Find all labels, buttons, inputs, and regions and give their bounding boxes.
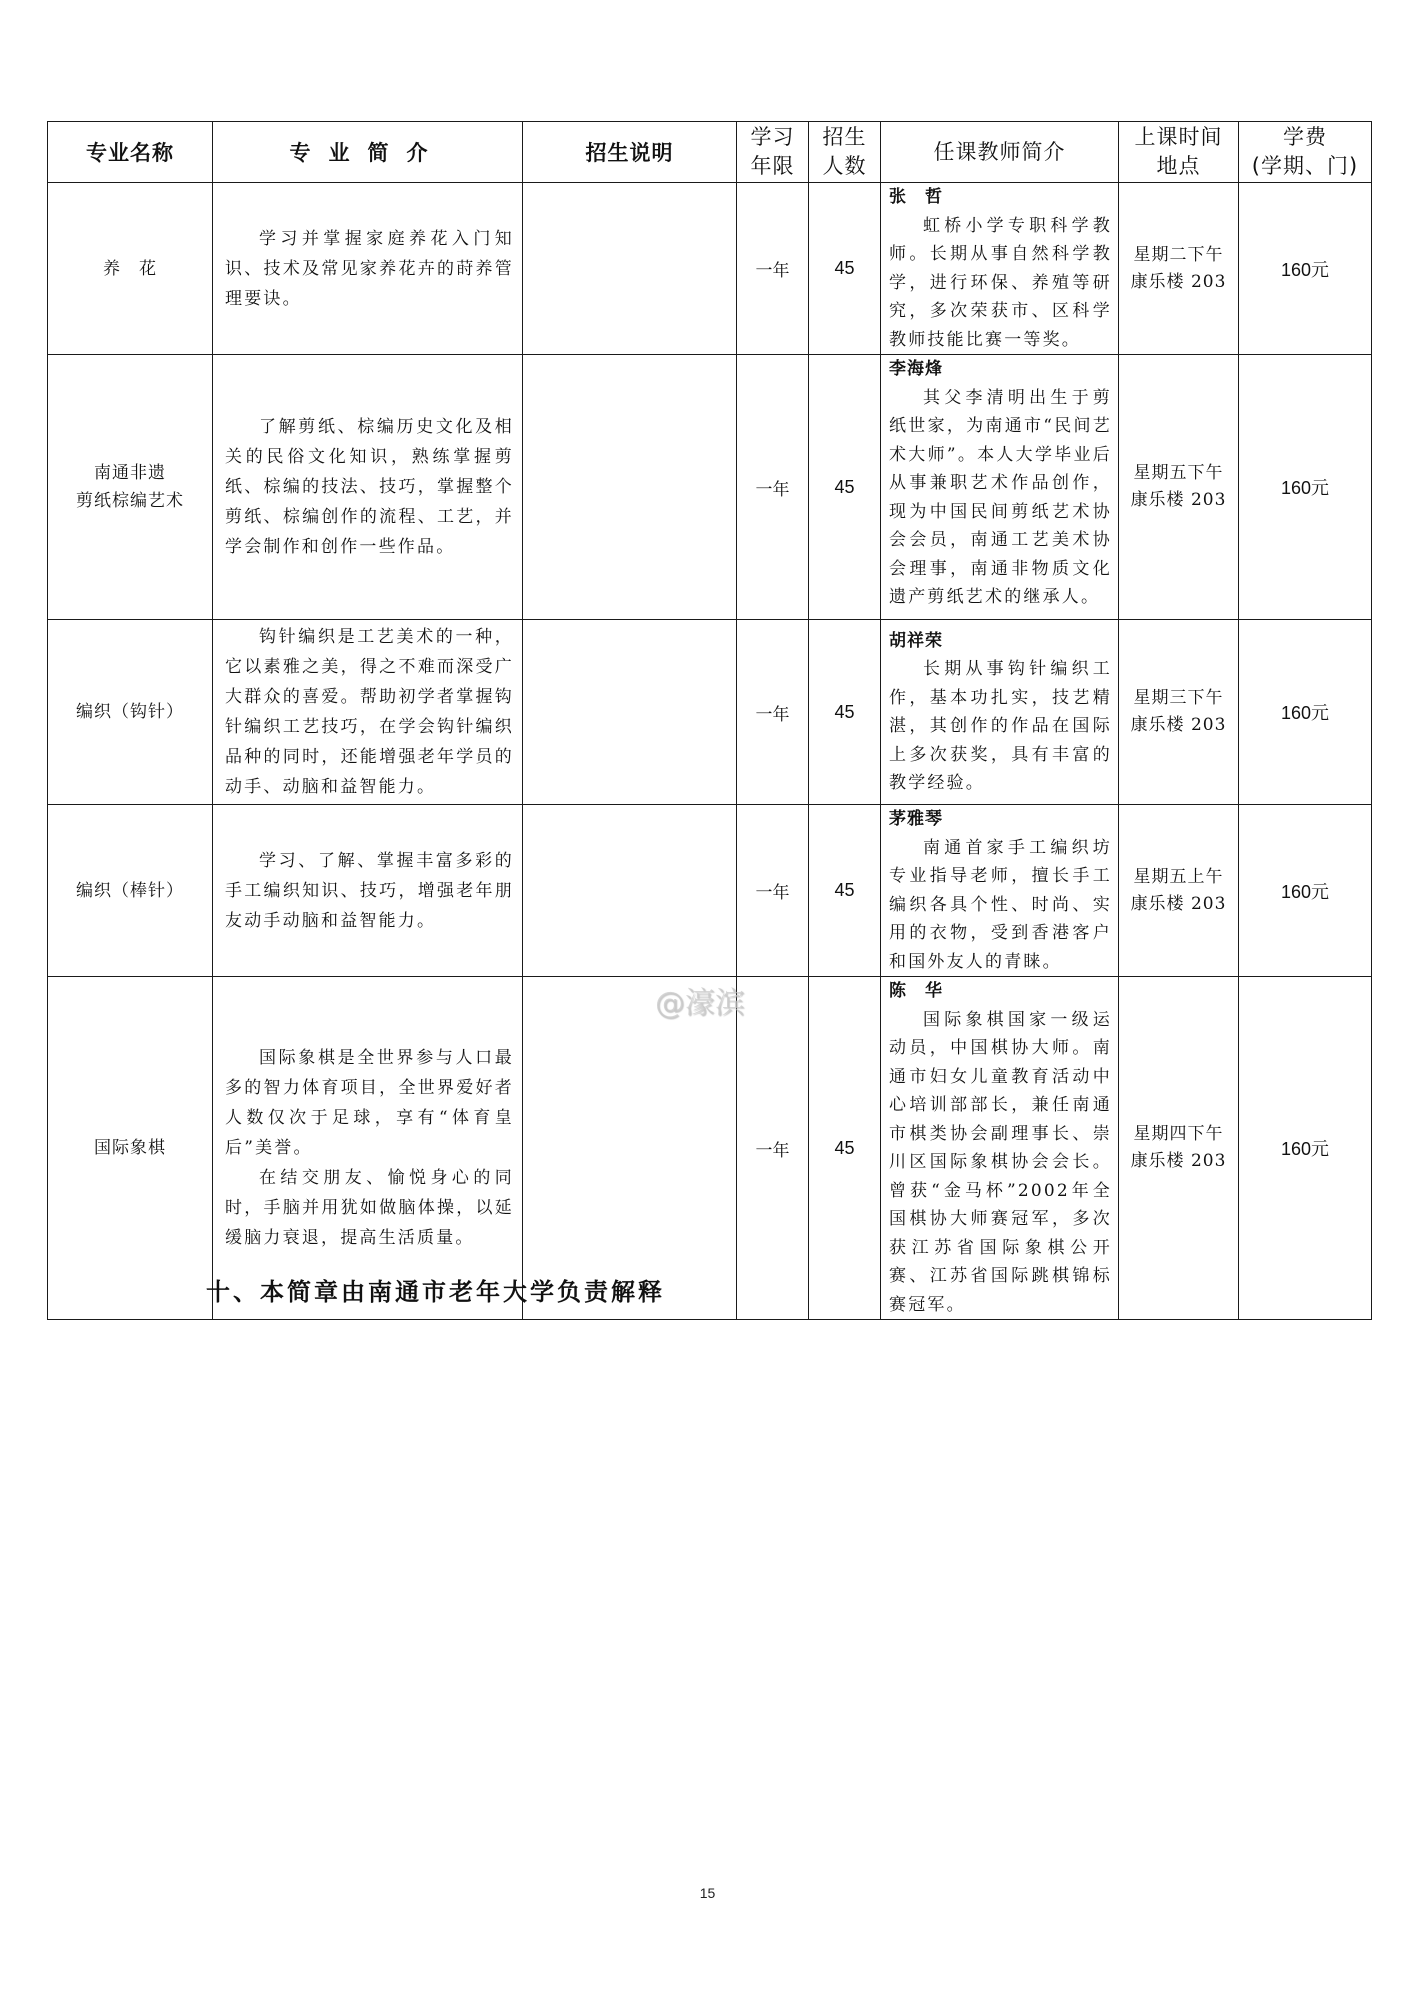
header-years (737, 122, 809, 183)
tuition-fee: 160元 (1239, 977, 1372, 1320)
table-row (48, 355, 1372, 620)
class-location: 康乐楼 203 (1130, 271, 1227, 292)
enrollment-note-cell (523, 183, 737, 355)
course-name-line1: 南通非遗 (94, 463, 166, 483)
class-location: 康乐楼 203 (1130, 715, 1227, 735)
tuition-fee: 160元 (1239, 805, 1372, 977)
course-intro-cell (213, 355, 523, 620)
header-count-line2: 人数 (822, 154, 867, 178)
class-time-cell (1119, 805, 1239, 977)
enrollment-note-cell (523, 805, 737, 977)
header-time-line1: 上课时间 (1134, 125, 1223, 149)
teacher-cell (881, 355, 1119, 620)
enrollment-note-cell (523, 977, 737, 1320)
class-time: 星期三下午 (1133, 688, 1224, 708)
class-time-cell (1119, 620, 1239, 805)
watermark: @濠滨 (655, 986, 745, 1021)
page-number: 15 (699, 1885, 716, 1901)
tuition-fee: 160元 (1239, 183, 1372, 355)
study-years: 一年 (737, 805, 809, 977)
enrollment-count: 45 (809, 183, 881, 355)
header-time (1119, 122, 1239, 183)
teacher-bio: 长期从事钩针编织工作，基本功扎实，技艺精湛，其创作的作品在国际上多次获奖，具有丰富的教学经验。 (889, 659, 1112, 793)
header-time-line2: 地点 (1156, 154, 1201, 178)
course-intro-paragraph: 在结交朋友、愉悦身心的同时，手脑并用犹如做脑体操，以延缓脑力衰退，提高生活质量。 (225, 1168, 514, 1248)
course-name-cell (48, 355, 213, 620)
course-name-cell (48, 805, 213, 977)
course-name-cell (48, 620, 213, 805)
course-intro-cell (213, 805, 523, 977)
class-location: 康乐楼 203 (1130, 893, 1227, 914)
class-time: 星期四下午 (1133, 1124, 1224, 1144)
course-name: 编织（棒针） (76, 880, 184, 901)
course-name-cell (48, 977, 213, 1320)
header-fee (1239, 122, 1372, 183)
enrollment-note-cell (523, 355, 737, 620)
course-intro-paragraph: 学习并掌握家庭养花入门知识、技术及常见家养花卉的莳养管理要诀。 (225, 228, 514, 309)
header-years-line1: 学习 (750, 125, 795, 149)
teacher-cell (881, 183, 1119, 355)
course-name-cell (48, 183, 213, 355)
study-years: 一年 (737, 620, 809, 805)
tuition-fee: 160元 (1239, 620, 1372, 805)
enrollment-count: 45 (809, 805, 881, 977)
header-fee-line1: 学费 (1283, 125, 1327, 149)
course-intro-cell (213, 977, 523, 1320)
tuition-fee: 160元 (1239, 355, 1372, 620)
header-count-line1: 招生 (822, 125, 867, 149)
course-name: 编织（钩针） (76, 702, 184, 722)
course-name: 养 花 (103, 258, 157, 279)
teacher-bio: 虹桥小学专职科学教师。长期从事自然科学教学，进行环保、养殖等研究，多次荣获市、区科学教师技能比赛一等奖。 (889, 215, 1112, 350)
teacher-name: 李海烽 (889, 359, 943, 379)
teacher-bio: 国际象棋国家一级运动员，中国棋协大师。南通市妇女儿童教育活动中心培训部部长，兼任南通市棋类协会副理事长、崇川区国际象棋协会会长。曾获“金马杯”2002年全国棋协大师赛冠军，多次获江苏省国际象棋公开赛、江苏省国际跳棋锦标赛冠军。 (889, 1009, 1112, 1315)
section-heading: 十、本简章由南通市老年大学负责解释 (206, 1277, 665, 1306)
course-intro-paragraph: 钩针编织是工艺美术的一种，它以素雅之美，得之不难而深受广大群众的喜爱。帮助初学者掌握钩针编织工艺技巧，在学会钩针编织品种的同时，还能增强老年学员的动手、动脑和益智能力。 (225, 627, 514, 797)
header-name: 专业名称 (48, 122, 213, 183)
header-teacher: 任课教师简介 (881, 122, 1119, 183)
teacher-bio: 南通首家手工编织坊专业指导老师，擅长手工编织各具个性、时尚、实用的衣物，受到香港客户和国外友人的青睐。 (889, 837, 1112, 972)
course-intro-paragraph: 了解剪纸、棕编历史文化及相关的民俗文化知识，熟练掌握剪纸、棕编的技法、技巧，掌握整个剪纸、棕编创作的流程、工艺，并学会制作和创作一些作品。 (225, 417, 514, 557)
course-intro-cell (213, 620, 523, 805)
enrollment-note-cell (523, 620, 737, 805)
header-count (809, 122, 881, 183)
course-intro-cell (213, 183, 523, 355)
header-fee-line2: (学期、门) (1251, 154, 1359, 178)
course-table (47, 121, 1372, 1320)
table-row (48, 183, 1372, 355)
class-time-cell (1119, 977, 1239, 1320)
header-intro: 专业简介 (213, 122, 523, 183)
header-note: 招生说明 (523, 122, 737, 183)
class-time: 星期五上午 (1133, 866, 1224, 887)
course-name-line2: 剪纸棕编艺术 (76, 491, 184, 511)
class-time-cell (1119, 355, 1239, 620)
table-header-row (48, 122, 1372, 183)
table-row (48, 620, 1372, 805)
enrollment-count: 45 (809, 355, 881, 620)
teacher-name: 陈 华 (889, 981, 943, 1001)
teacher-bio: 其父李清明出生于剪纸世家，为南通市“民间艺术大师”。本人大学毕业后从事兼职艺术作品创作，现为中国民间剪纸艺术协会会员，南通工艺美术协会理事，南通非物质文化遗产剪纸艺术的继承人。 (889, 387, 1112, 607)
course-intro-paragraph: 学习、了解、掌握丰富多彩的手工编织知识、技巧，增强老年朋友动手动脑和益智能力。 (225, 850, 514, 931)
class-time: 星期二下午 (1133, 244, 1224, 265)
course-name: 国际象棋 (94, 1138, 166, 1158)
teacher-cell (881, 620, 1119, 805)
class-time: 星期五下午 (1133, 463, 1224, 483)
class-location: 康乐楼 203 (1130, 1151, 1227, 1171)
teacher-name: 茅雅琴 (889, 809, 943, 829)
class-time-cell (1119, 183, 1239, 355)
course-intro-paragraph: 国际象棋是全世界参与人口最多的智力体育项目，全世界爱好者人数仅次于足球，享有“体育皇后”美誉。 (225, 1048, 514, 1158)
study-years: 一年 (737, 977, 809, 1320)
teacher-cell (881, 805, 1119, 977)
teacher-name: 胡祥荣 (889, 630, 943, 651)
enrollment-count: 45 (809, 620, 881, 805)
study-years: 一年 (737, 355, 809, 620)
table-row (48, 977, 1372, 1320)
table-row (48, 805, 1372, 977)
header-years-line2: 年限 (750, 154, 795, 178)
study-years: 一年 (737, 183, 809, 355)
enrollment-count: 45 (809, 977, 881, 1320)
class-location: 康乐楼 203 (1130, 490, 1227, 510)
teacher-name: 张 哲 (889, 187, 943, 207)
teacher-cell (881, 977, 1119, 1320)
